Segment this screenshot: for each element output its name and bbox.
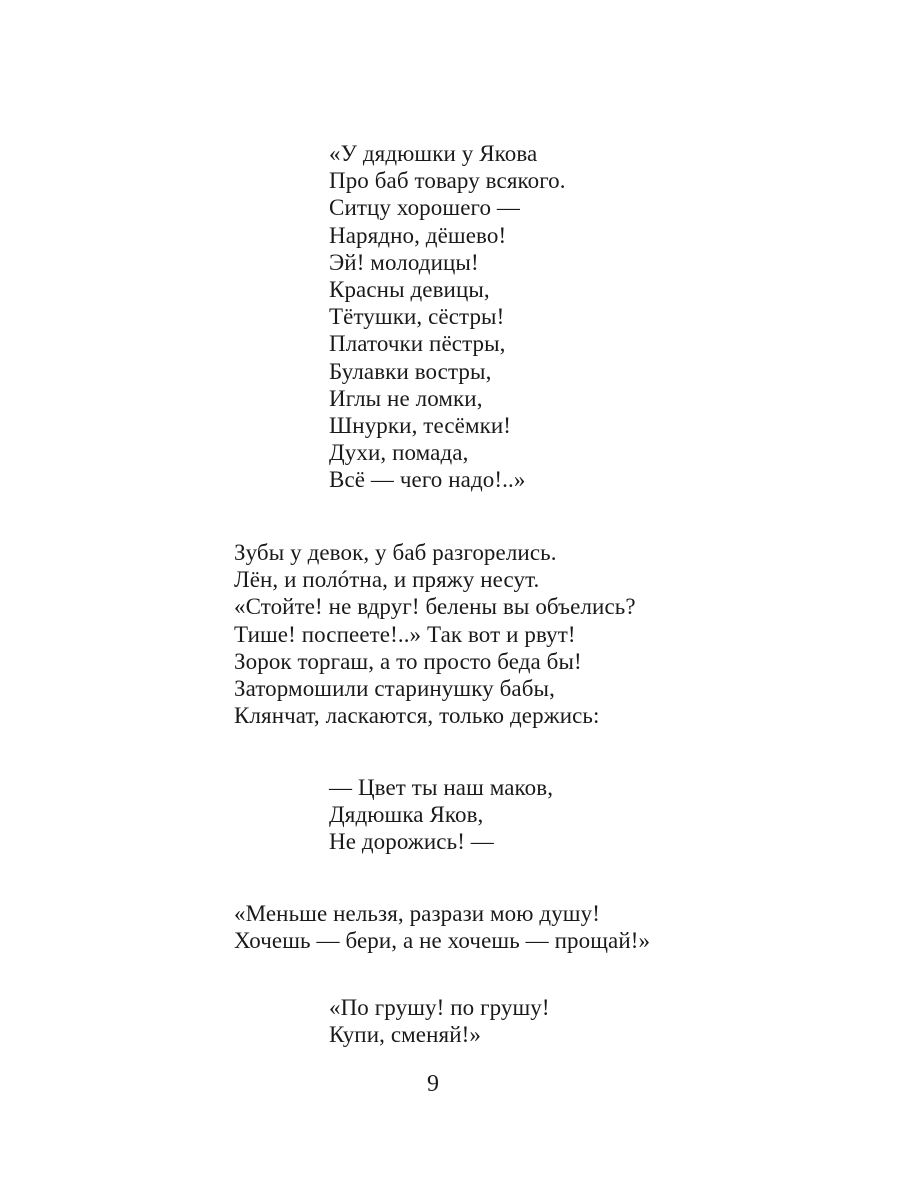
stanza-4 — [234, 900, 650, 954]
verse-line: Тише! поспеете!..» Так вот и рвут! — [234, 621, 576, 647]
verse-line: Не дорожись! — — [329, 829, 494, 855]
verse-line: «Меньше нельзя, разрази мою душу! — [234, 901, 600, 926]
page-number: 9 — [427, 1071, 439, 1097]
verse-line: «Стойте! не вдруг! белены вы объелись? — [234, 594, 636, 620]
stanza-5 — [329, 994, 550, 1048]
verse-line: Духи, помада, — [329, 440, 469, 466]
verse-line: Хочешь — бери, а не хочешь — прощай!» — [234, 928, 651, 954]
verse-line: Эй! молодицы! — [329, 249, 479, 275]
verse-line: Купи, сменяй!» — [329, 1022, 481, 1048]
verse-line: Дядюшка Яков, — [329, 802, 484, 828]
verse-line: Платочки пёстры, — [329, 331, 506, 357]
verse-line: Затормошили старинушку бабы, — [234, 676, 555, 702]
stanza-2 — [234, 539, 636, 729]
verse-line: Всё — чего надо!..» — [329, 467, 526, 493]
verse-line: «По грушу! по грушу! — [329, 995, 550, 1020]
verse-line: Шнурки, тесёмки! — [329, 413, 512, 439]
verse-line: Зубы у девок, у баб разгорелись. — [234, 540, 557, 565]
verse-line: Нарядно, дёшево! — [329, 222, 507, 248]
verse-line: Тётушки, сёстры! — [329, 304, 505, 330]
verse-line: — Цвет ты наш маков, — [329, 775, 554, 800]
verse-line: Зорок торгаш, а то просто беда бы! — [234, 648, 582, 674]
verse-line: Красны девицы, — [329, 277, 490, 303]
verse-line: Про баб товару всякого. — [329, 168, 566, 194]
stanza-1 — [329, 140, 566, 494]
verse-line: Иглы не ломки, — [329, 385, 483, 411]
stanza-3 — [329, 774, 553, 856]
verse-line: Ситцу хорошего — — [329, 195, 521, 221]
verse-line: Булавки востры, — [329, 358, 492, 384]
verse-line: «У дядюшки у Якова — [329, 141, 538, 166]
verse-line: Клянчат, ласкаются, только держись: — [234, 703, 600, 729]
verse-line: Лён, и полóтна, и пряжу несут. — [234, 567, 540, 593]
